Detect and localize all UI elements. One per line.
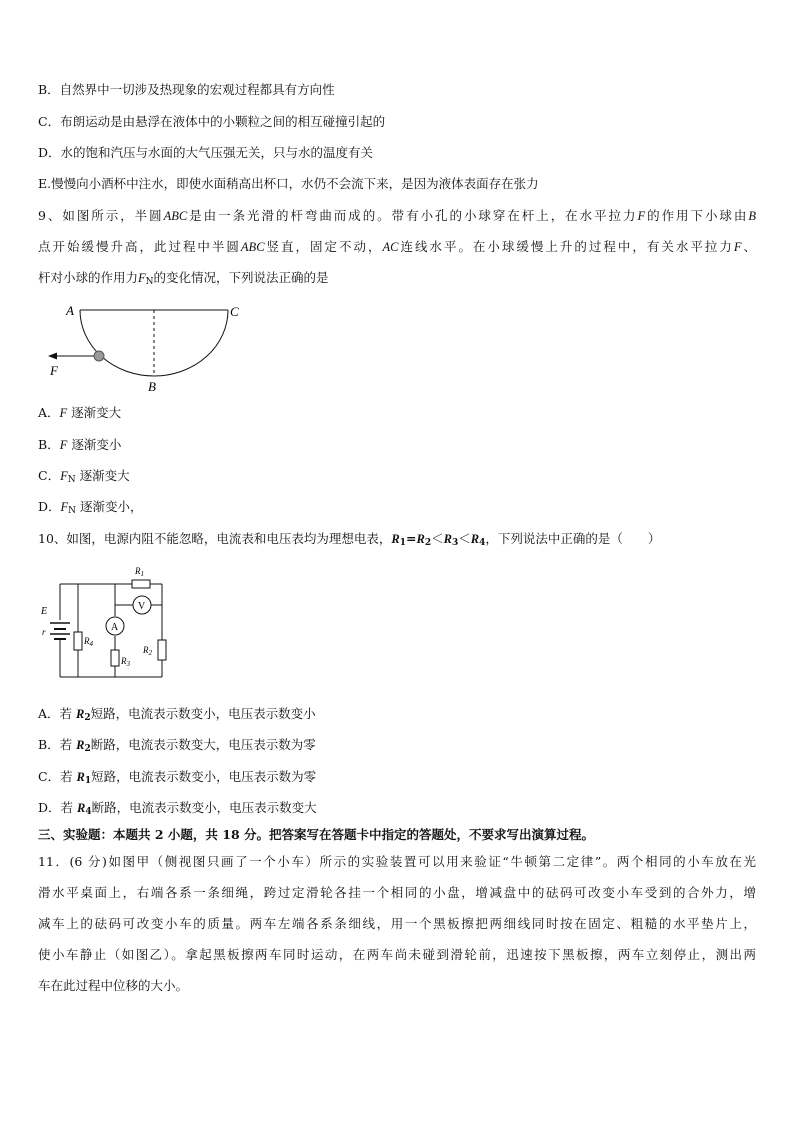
q10-option-d: D．若 $R_4$断路，电流表示数变小，电压表示数变大: [38, 800, 317, 817]
resistor-r3: [111, 650, 119, 666]
q10-option-b: B．若 $R_2$断路，电流表示数变大，电压表示数为零: [38, 737, 316, 754]
q11-line3: 减车上的砝码可改变小车的质量。两车左端各系条细线，用一个黑板擦把两细线同时按在固定、粗糙的水平垫片上，: [38, 916, 756, 931]
label-r3: $R_3$: [121, 656, 130, 668]
q9-option-d: D．$F_N$ 逐渐变小，: [38, 499, 143, 516]
force-arrow-head: [48, 353, 57, 360]
q9-stem-line1: 9、如图所示，半圆ABC是由一条光滑的杆弯曲而成的。带有小孔的小球穿在杆上，在水平拉力F的作用下小球由B: [38, 208, 756, 223]
ball: [94, 351, 104, 361]
label-f: F: [50, 363, 58, 378]
label-r1: $R_1$: [135, 566, 144, 578]
q11-line4: 使小车静止（如图乙）。拿起黑板擦两车同时运动，在两车尚未碰到滑轮前，迅速按下黑板擦，两车立刻停止，测出两: [38, 947, 756, 962]
q11-line5: 车在此过程中位移的大小。: [38, 978, 189, 993]
resistor-r4: [74, 632, 82, 650]
label-e: E: [41, 606, 48, 617]
q9-stem-line2: 点开始缓慢升高，此过程中半圆ABC竖直，固定不动，AC连线水平。在小球缓慢上升的过程中，有关水平拉力F、: [38, 239, 756, 254]
label-b: B: [148, 379, 156, 394]
q8-option-c: C．布朗运动是由悬浮在液体中的小颗粒之间的相互碰撞引起的: [38, 114, 386, 129]
section-3-heading: 三、实验题：本题共 2 小题，共 18 分。把答案写在答题卡中指定的答题处，不要求写出演算过程。: [38, 827, 595, 842]
q9-stem-line3: 杆对小球的作用力$F_N$的变化情况，下列说法正确的是: [38, 270, 329, 287]
q10-circuit-diagram: [38, 560, 178, 684]
label-c: C: [230, 304, 239, 319]
voltmeter-label: V: [138, 601, 146, 612]
q9-semicircle-figure: [40, 298, 250, 398]
q9-option-b: B．F 逐渐变小: [38, 437, 122, 452]
ammeter-label: A: [111, 622, 119, 633]
q9-option-a: A．F 逐渐变大: [38, 405, 122, 420]
label-r2: $R_2$: [143, 645, 152, 657]
q9-option-c: C．$F_N$ 逐渐变大: [38, 468, 130, 485]
q8-option-b: B．自然界中一切涉及热现象的宏观过程都具有方向性: [38, 82, 335, 97]
q8-option-d: D．水的饱和汽压与水面的大气压强无关，只与水的温度有关: [38, 145, 374, 160]
q10-stem: 10、如图，电源内阻不能忽略，电流表和电压表均为理想电表，$R_1=R_2<R_3<R_4$，下列说法中正确的是（ ）: [38, 531, 661, 548]
label-r: r: [42, 627, 46, 637]
label-a: A: [66, 303, 74, 318]
resistor-r1: [132, 580, 150, 588]
q10-option-a: A．若 $R_2$短路，电流表示数变小，电压表示数变小: [38, 706, 316, 723]
q10-option-c: C．若 $R_1$短路，电流表示数变小，电压表示数为零: [38, 769, 317, 786]
q8-option-e: E.慢慢向小酒杯中注水，即使水面稍高出杯口，水仍不会流下来，是因为液体表面存在张力: [38, 176, 539, 191]
battery-symbol: [50, 623, 70, 639]
q11-line1: 11．(6 分)如图甲（侧视图只画了一个小车）所示的实验装置可以用来验证“牛顿第二定律”。两个相同的小车放在光: [38, 854, 756, 869]
q11-line2: 滑水平桌面上，右端各系一条细绳，跨过定滑轮各挂一个相同的小盘，增减盘中的砝码可改变小车受到的合外力，增: [38, 885, 756, 900]
resistor-r2: [158, 640, 166, 660]
label-r4: $R_4$: [84, 636, 93, 648]
